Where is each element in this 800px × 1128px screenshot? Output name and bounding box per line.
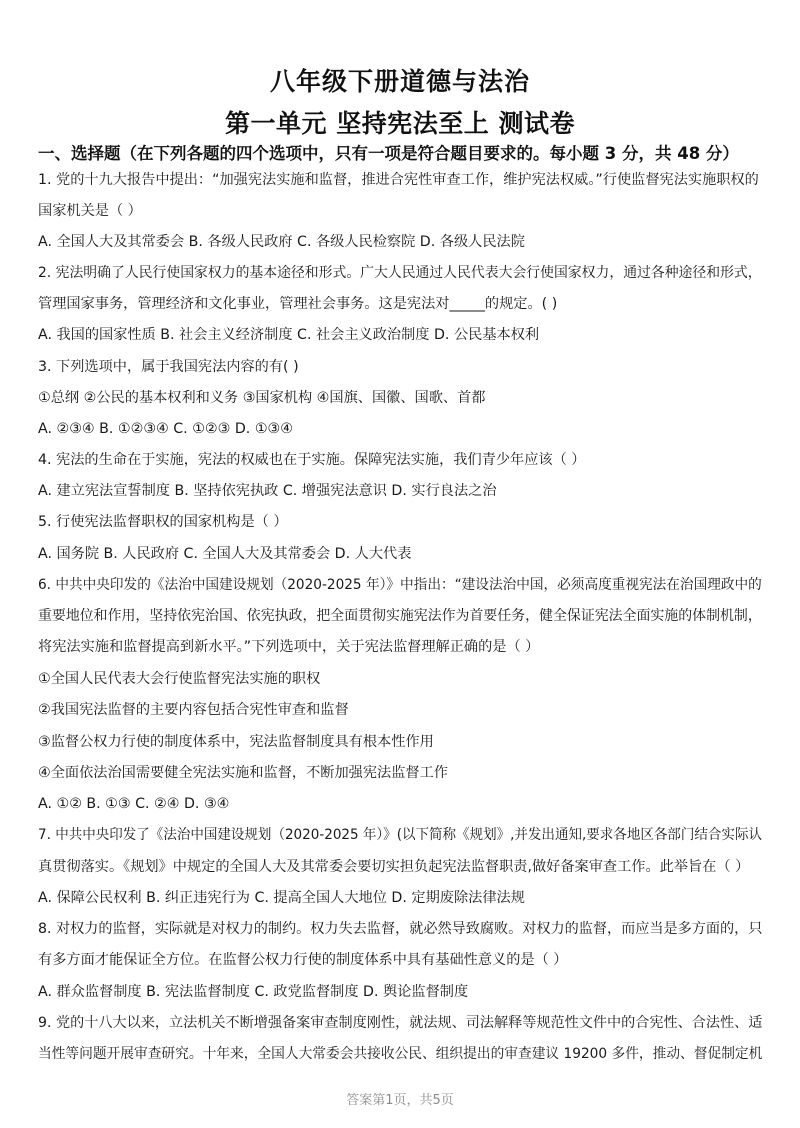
- question-6-statement-4: ④全面依法治国需要健全宪法实施和监督，不断加强宪法监督工作: [38, 765, 448, 781]
- question-6-options: A. ①② B. ①③ C. ②④ D. ③④: [38, 796, 230, 812]
- question-3-stem-line-1: 3. 下列选项中，属于我国宪法内容的有( ): [38, 359, 299, 375]
- question-8-options: A. 群众监督制度 B. 宪法监督制度 C. 政党监督制度 D. 舆论监督制度: [38, 984, 469, 1000]
- question-7-stem-line-2: 真贯彻落实。《规划》中规定的全国人大及其常委会要切实担负起宪法监督职责,做好备案审查工作。此举旨在（ ）: [38, 859, 750, 875]
- question-5-stem-line-1: 5. 行使宪法监督职权的国家机构是（ ）: [38, 514, 288, 530]
- question-4-options: A. 建立宪法宣誓制度 B. 坚持依宪执政 C. 增强宪法意识 D. 实行良法之治: [38, 483, 497, 499]
- question-1-options: A. 全国人大及其常委会 B. 各级人民政府 C. 各级人民检察院 D. 各级人民法院: [38, 234, 525, 250]
- question-9-stem-line-1: 9. 党的十八大以来，立法机关不断增强备案审查制度刚性，就法规、司法解释等规范性文件中的合宪性、合法性、适: [38, 1015, 763, 1031]
- question-1-stem-line-1: 1. 党的十九大报告中提出：“加强宪法实施和监督，推进合宪性审查工作，维护宪法权威。”行使监督宪法实施职权的: [38, 172, 759, 188]
- question-6-stem-line-1: 6. 中共中央印发的《法治中国建设规划（2020-2025 年）》中指出：“建设法治中国，必须高度重视宪法在治国理政中的: [38, 577, 762, 593]
- question-3-options: A. ②③④ B. ①②③④ C. ①②③ D. ①③④: [38, 421, 293, 437]
- question-6-stem-line-3: 将宪法实施和监督提高到新水平。”下列选项中，关于宪法监督理解正确的是（ ）: [38, 639, 540, 655]
- question-4-stem-line-1: 4. 宪法的生命在于实施，宪法的权威也在于实施。保障宪法实施，我们青少年应该（ ）: [38, 452, 586, 468]
- document-subtitle: 第一单元 坚持宪法至上 测试卷: [225, 109, 575, 138]
- question-2-stem-line-1: 2. 宪法明确了人民行使国家权力的基本途径和形式。广大人民通过人民代表大会行使国家权力，通过各种途径和形式，: [38, 265, 762, 281]
- question-6-statement-1: ①全国人民代表大会行使监督宪法实施的职权: [38, 671, 321, 687]
- question-8-stem-line-1: 8. 对权力的监督，实际就是对权力的制约。权力失去监督，就必然导致腐败。对权力的监督，而应当是多方面的，只: [38, 921, 763, 937]
- question-1-stem-line-2: 国家机关是（ ）: [38, 203, 142, 219]
- question-6-statement-2: ②我国宪法监督的主要内容包括合宪性审查和监督: [38, 702, 349, 718]
- question-6-stem-line-2: 重要地位和作用，坚持依宪治国、依宪执政，把全面贯彻实施宪法作为首要任务，健全保证宪法全面实施的体制机制，: [38, 608, 762, 624]
- question-6-statement-3: ③监督公权力行使的制度体系中，宪法监督制度具有根本性作用: [38, 734, 434, 750]
- page-footer: 答案第1页，共5页: [346, 1093, 454, 1108]
- question-5-options: A. 国务院 B. 人民政府 C. 全国人大及其常委会 D. 人大代表: [38, 546, 412, 562]
- question-3-statements: ①总纲 ②公民的基本权利和义务 ③国家机构 ④国旗、国徽、国歌、首都: [38, 390, 486, 406]
- question-7-stem-line-1: 7. 中共中央印发了《法治中国建设规划（2020-2025 年）》(以下简称《规划》,并发出通知,要求各地区各部门结合实际认: [38, 827, 762, 843]
- question-2-options: A. 我国的国家性质 B. 社会主义经济制度 C. 社会主义政治制度 D. 公民基本权利: [38, 327, 540, 343]
- question-8-stem-line-2: 有多方面才能保证全方位。在监督公权力行使的制度体系中具有基础性意义的是（ ）: [38, 952, 568, 968]
- section-heading: 一、选择题（在下列各题的四个选项中，只有一项是符合题目要求的。每小题 3 分，共 48 分）: [38, 144, 739, 163]
- question-9-stem-line-2: 当性等问题开展审查研究。十年来，全国人大常委会共接收公民、组织提出的审查建议 19200 多件，推动、督促制定机: [38, 1046, 763, 1062]
- document-title: 八年级下册道德与法治: [269, 67, 530, 96]
- question-7-options: A. 保障公民权利 B. 纠正违宪行为 C. 提高全国人大地位 D. 定期废除法律法规: [38, 890, 525, 906]
- question-2-stem-line-2: 管理国家事务，管理经济和文化事业，管理社会事务。这是宪法对_____的规定。( ): [38, 296, 558, 312]
